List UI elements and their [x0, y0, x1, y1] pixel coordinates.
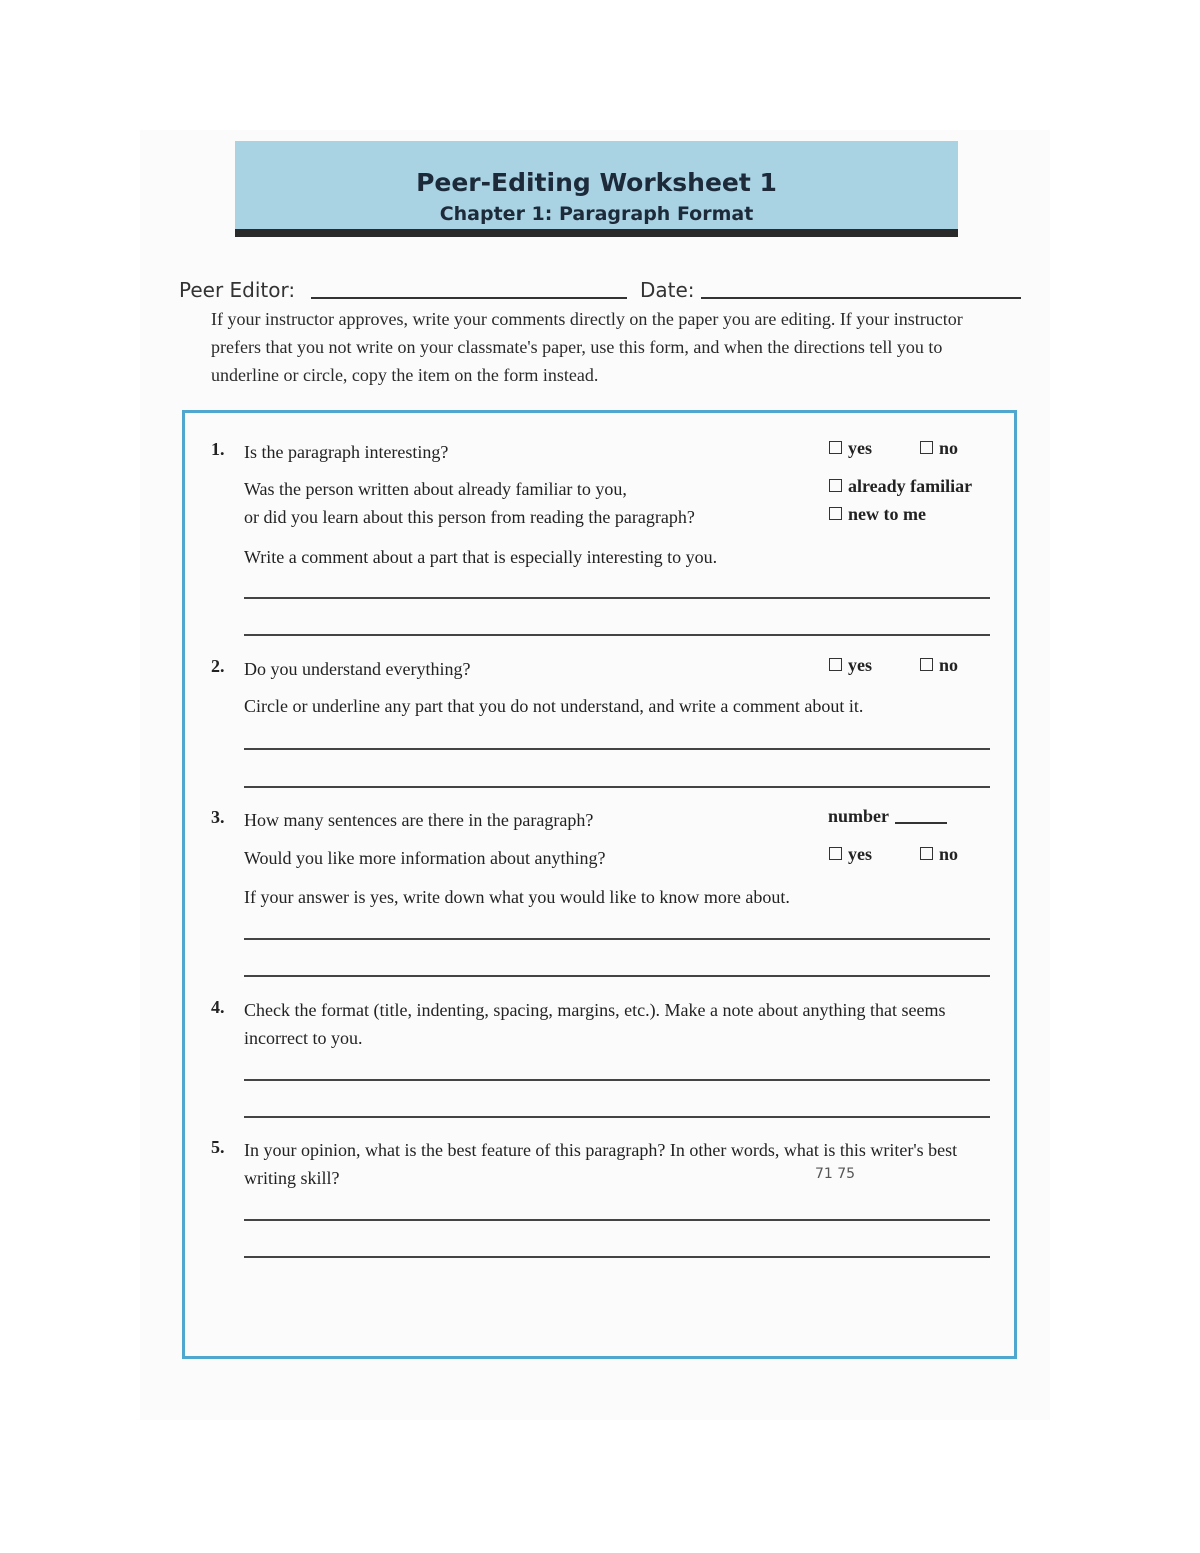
checkbox-icon[interactable]	[920, 847, 933, 860]
question-4-number: 4.	[211, 997, 225, 1017]
answer-line[interactable]	[244, 1116, 990, 1118]
question-1-subtext-2: or did you learn about this person from reading the paragraph?	[244, 507, 695, 527]
checkbox-icon[interactable]	[829, 479, 842, 492]
q3-no-option[interactable]	[920, 844, 958, 865]
checkbox-icon[interactable]	[920, 658, 933, 671]
q1-familiar-option[interactable]	[829, 476, 972, 497]
answer-line[interactable]	[244, 634, 990, 636]
q1-no-label: no	[939, 438, 959, 458]
banner-rule	[235, 229, 958, 237]
instructions-paragraph: If your instructor approves, write your comments directly on the paper you are editing. If your instructor prefers that you not write on your classmate's paper, use this form, and when the directions tell you to underline or circle, copy the item on the form instead.	[211, 309, 963, 385]
question-3-prompt: If your answer is yes, write down what you would like to know more about.	[244, 887, 790, 907]
peer-editor-label: Peer Editor:	[179, 278, 296, 302]
question-5-text: In your opinion, what is the best feature of this paragraph? In other words, what is this writer's best writing skill?	[244, 1140, 958, 1188]
q3-yes-option[interactable]	[829, 844, 872, 865]
answer-line[interactable]	[244, 1256, 990, 1258]
worksheet-title: Peer-Editing Worksheet 1	[416, 168, 777, 197]
q1-yes-option[interactable]	[829, 438, 872, 459]
question-4-text: Check the format (title, indenting, spacing, margins, etc.). Make a note about anything that seems incorrect to you.	[244, 1000, 946, 1048]
date-label: Date:	[640, 278, 695, 302]
date-field[interactable]	[701, 297, 1021, 299]
q1-yes-label: yes	[848, 438, 872, 458]
q1-new-option[interactable]	[829, 504, 926, 525]
checkbox-icon[interactable]	[829, 507, 842, 520]
peer-editor-field[interactable]	[311, 297, 627, 299]
answer-line[interactable]	[244, 748, 990, 750]
q3-number-label: number	[828, 806, 889, 826]
q1-familiar-label: already familiar	[848, 476, 973, 496]
question-5-number: 5.	[211, 1137, 225, 1157]
answer-line[interactable]	[244, 786, 990, 788]
answer-line[interactable]	[244, 1079, 990, 1081]
checkbox-icon[interactable]	[829, 441, 842, 454]
answer-line[interactable]	[244, 597, 990, 599]
q2-yes-option[interactable]	[829, 655, 872, 676]
question-1-subtext-1: Was the person written about already familiar to you,	[244, 479, 627, 499]
q1-no-option[interactable]	[920, 438, 958, 459]
question-1-prompt: Write a comment about a part that is especially interesting to you.	[244, 547, 718, 567]
question-2-prompt: Circle or underline any part that you do not understand, and write a comment about it.	[244, 696, 864, 716]
answer-line[interactable]	[244, 1219, 990, 1221]
q2-no-label: no	[939, 655, 959, 675]
question-1-number: 1.	[211, 439, 225, 459]
checkbox-icon[interactable]	[829, 847, 842, 860]
q1-new-label: new to me	[848, 504, 926, 524]
answer-line[interactable]	[244, 975, 990, 977]
q3-yes-label: yes	[848, 844, 872, 864]
answer-line[interactable]	[244, 938, 990, 940]
number-blank[interactable]	[895, 822, 947, 824]
q3-no-label: no	[939, 844, 959, 864]
worksheet-subtitle: Chapter 1: Paragraph Format	[439, 203, 754, 225]
question-3-text: How many sentences are there in the paragraph?	[244, 810, 594, 830]
handwritten-note: 71 75	[815, 1166, 856, 1182]
question-3-number: 3.	[211, 807, 225, 827]
question-2-text: Do you understand everything?	[244, 659, 471, 679]
q3-number-field[interactable]	[828, 806, 947, 827]
question-2-number: 2.	[211, 656, 225, 676]
checkbox-icon[interactable]	[920, 441, 933, 454]
question-1-text: Is the paragraph interesting?	[244, 442, 449, 462]
q2-no-option[interactable]	[920, 655, 958, 676]
checkbox-icon[interactable]	[829, 658, 842, 671]
q2-yes-label: yes	[848, 655, 872, 675]
question-3-subtext: Would you like more information about anything?	[244, 848, 606, 868]
